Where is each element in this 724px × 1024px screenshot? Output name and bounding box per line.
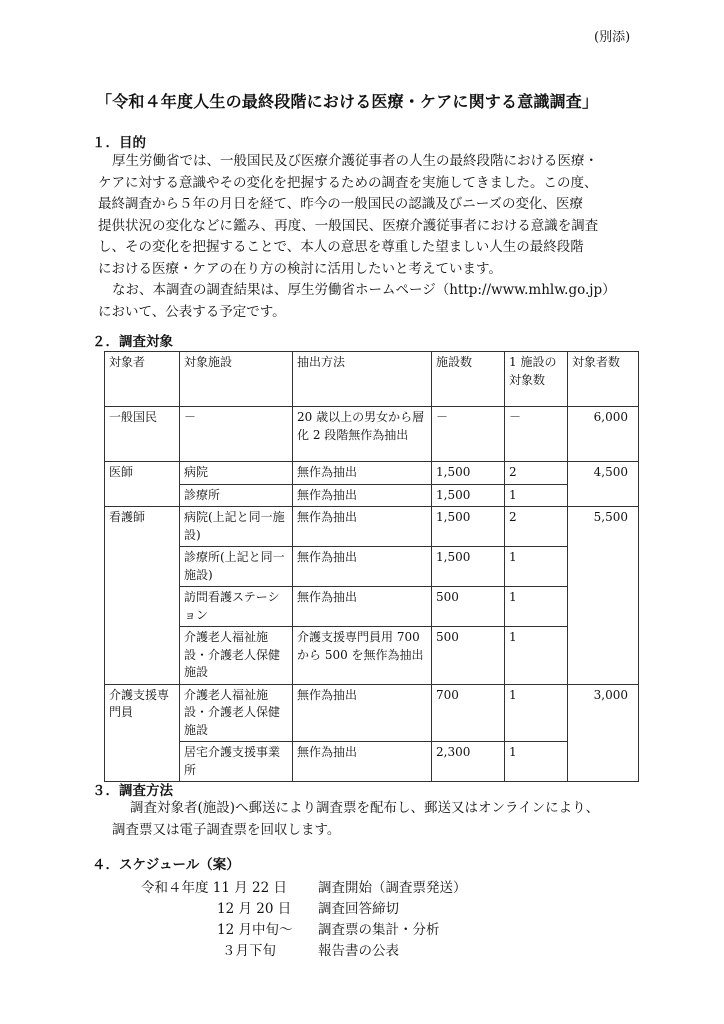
method-line: 調査対象者(施設)へ郵送により調査票を配布し、郵送又はオンラインにより、 bbox=[130, 800, 600, 816]
per-facility-cell: 1 bbox=[505, 484, 568, 507]
facility-cell: 居宅介護支援事業所 bbox=[180, 742, 293, 782]
per-facility-cell: 1 bbox=[505, 684, 568, 742]
schedule-event: 調査票の集計・分析 bbox=[318, 922, 440, 938]
method-cell: 無作為抽出 bbox=[293, 507, 432, 547]
per-facility-cell: 1 bbox=[505, 742, 568, 782]
method-cell: 無作為抽出 bbox=[293, 587, 432, 627]
method-cell: 介護支援専門員用 700 から 500 を無作為抽出 bbox=[293, 627, 432, 685]
header-cell: 対象者 bbox=[105, 352, 180, 407]
header-cell: 1 施設の対象数 bbox=[505, 352, 568, 407]
header-cell: 施設数 bbox=[432, 352, 505, 407]
purpose-line: 厚生労働省では、一般国民及び医療介護従事者の人生の最終段階における医療・ bbox=[112, 153, 598, 169]
purpose-line: 最終調査から５年の月日を経て、昨今の一般国民の認識及びニーズの変化、医療 bbox=[98, 196, 584, 212]
facilities-cell: 700 bbox=[432, 684, 505, 742]
table-row bbox=[105, 484, 639, 507]
group-cell: 看護師 bbox=[105, 507, 180, 685]
annex-label: (別添) bbox=[594, 30, 631, 45]
schedule-event: 調査開始（調査票発送） bbox=[318, 880, 467, 896]
table-row bbox=[105, 407, 639, 462]
purpose-line: における医療・ケアの在り方の検討に活用したいと考えています。 bbox=[98, 260, 502, 277]
table-row bbox=[105, 547, 639, 587]
method-body bbox=[112, 798, 660, 841]
schedule-heading: ４．スケジュール（案） bbox=[92, 857, 240, 873]
method-cell: 無作為抽出 bbox=[293, 484, 432, 507]
facility-cell: 病院(上記と同一施設) bbox=[180, 507, 293, 547]
method-line: 調査票又は電子調査票を回収します。 bbox=[112, 821, 341, 838]
facilities-cell: 500 bbox=[432, 587, 505, 627]
total-cell: 3,000 bbox=[568, 684, 639, 782]
schedule-date: 令和４年度 11 月 22 日 bbox=[141, 880, 288, 896]
table-row bbox=[105, 742, 639, 782]
schedule-event: 調査回答締切 bbox=[318, 901, 399, 917]
facility-cell: 病院 bbox=[180, 462, 293, 485]
schedule-date: 12 月 20 日 bbox=[217, 901, 292, 917]
total-cell: 5,500 bbox=[568, 507, 639, 685]
per-facility-cell: 1 bbox=[505, 627, 568, 685]
group-cell: 一般国民 bbox=[105, 407, 180, 462]
per-facility-cell: 1 bbox=[505, 547, 568, 587]
survey-target-table bbox=[104, 351, 639, 782]
method-cell: 無作為抽出 bbox=[293, 462, 432, 485]
table-row bbox=[105, 627, 639, 685]
schedule-date: ３月下旬 bbox=[222, 943, 276, 959]
target-heading: ２．調査対象 bbox=[92, 334, 173, 350]
table-row bbox=[105, 684, 639, 742]
schedule-event: 報告書の公表 bbox=[318, 943, 399, 959]
facilities-cell: 2,300 bbox=[432, 742, 505, 782]
method-cell: 無作為抽出 bbox=[293, 684, 432, 742]
purpose-line: なお、本調査の調査結果は、厚生労働省ホームページ（http://www.mhlw.go.jp） bbox=[112, 282, 616, 298]
header-cell: 対象者数 bbox=[568, 352, 639, 407]
purpose-line: ケアに対する意識やその変化を把握するための調査を実施してきました。この度、 bbox=[98, 174, 598, 191]
per-facility-cell: 2 bbox=[505, 462, 568, 485]
purpose-line: において、公表する予定です。 bbox=[98, 303, 286, 320]
header-cell: 抽出方法 bbox=[293, 352, 432, 407]
method-cell: 無作為抽出 bbox=[293, 742, 432, 782]
per-facility-cell: － bbox=[505, 407, 568, 462]
facility-cell: 診療所 bbox=[180, 484, 293, 507]
facility-cell: 診療所(上記と同一施設) bbox=[180, 547, 293, 587]
facilities-cell: 500 bbox=[432, 627, 505, 685]
facilities-cell: 1,500 bbox=[432, 547, 505, 587]
total-cell: 6,000 bbox=[568, 407, 639, 462]
facility-cell: 訪問看護ステーション bbox=[180, 587, 293, 627]
per-facility-cell: 1 bbox=[505, 587, 568, 627]
facility-cell: 介護老人福祉施設・介護老人保健施設 bbox=[180, 627, 293, 685]
header-cell: 対象施設 bbox=[180, 352, 293, 407]
facilities-cell: 1,500 bbox=[432, 484, 505, 507]
purpose-line: 提供状況の変化などに鑑み、再度、一般国民、医療介護従事者における意識を調査 bbox=[98, 217, 599, 234]
method-cell: 無作為抽出 bbox=[293, 547, 432, 587]
table-row bbox=[105, 507, 639, 547]
document-title: 「令和４年度人生の最終段階における医療・ケアに関する意識調査」 bbox=[96, 92, 599, 111]
table-row bbox=[105, 587, 639, 627]
per-facility-cell: 2 bbox=[505, 507, 568, 547]
group-cell: 医師 bbox=[105, 462, 180, 507]
purpose-heading: １．目的 bbox=[92, 135, 146, 151]
total-cell: 4,500 bbox=[568, 462, 639, 507]
group-cell: 介護支援専門員 bbox=[105, 684, 180, 782]
method-heading: ３．調査方法 bbox=[92, 783, 173, 799]
table-row bbox=[105, 462, 639, 485]
facility-cell: 介護老人福祉施設・介護老人保健施設 bbox=[180, 684, 293, 742]
table-header-row bbox=[105, 352, 639, 407]
facilities-cell: 1,500 bbox=[432, 462, 505, 485]
purpose-body bbox=[98, 151, 646, 323]
facilities-cell: 1,500 bbox=[432, 507, 505, 547]
schedule-date: 12 月中旬～ bbox=[217, 922, 293, 938]
purpose-line: し、その変化を把握することで、本人の意思を尊重した望ましい人生の最終段階 bbox=[98, 239, 584, 255]
method-cell: 20 歳以上の男女から層化 2 段階無作為抽出 bbox=[293, 407, 432, 462]
facilities-cell: － bbox=[432, 407, 505, 462]
facility-cell: － bbox=[180, 407, 293, 462]
